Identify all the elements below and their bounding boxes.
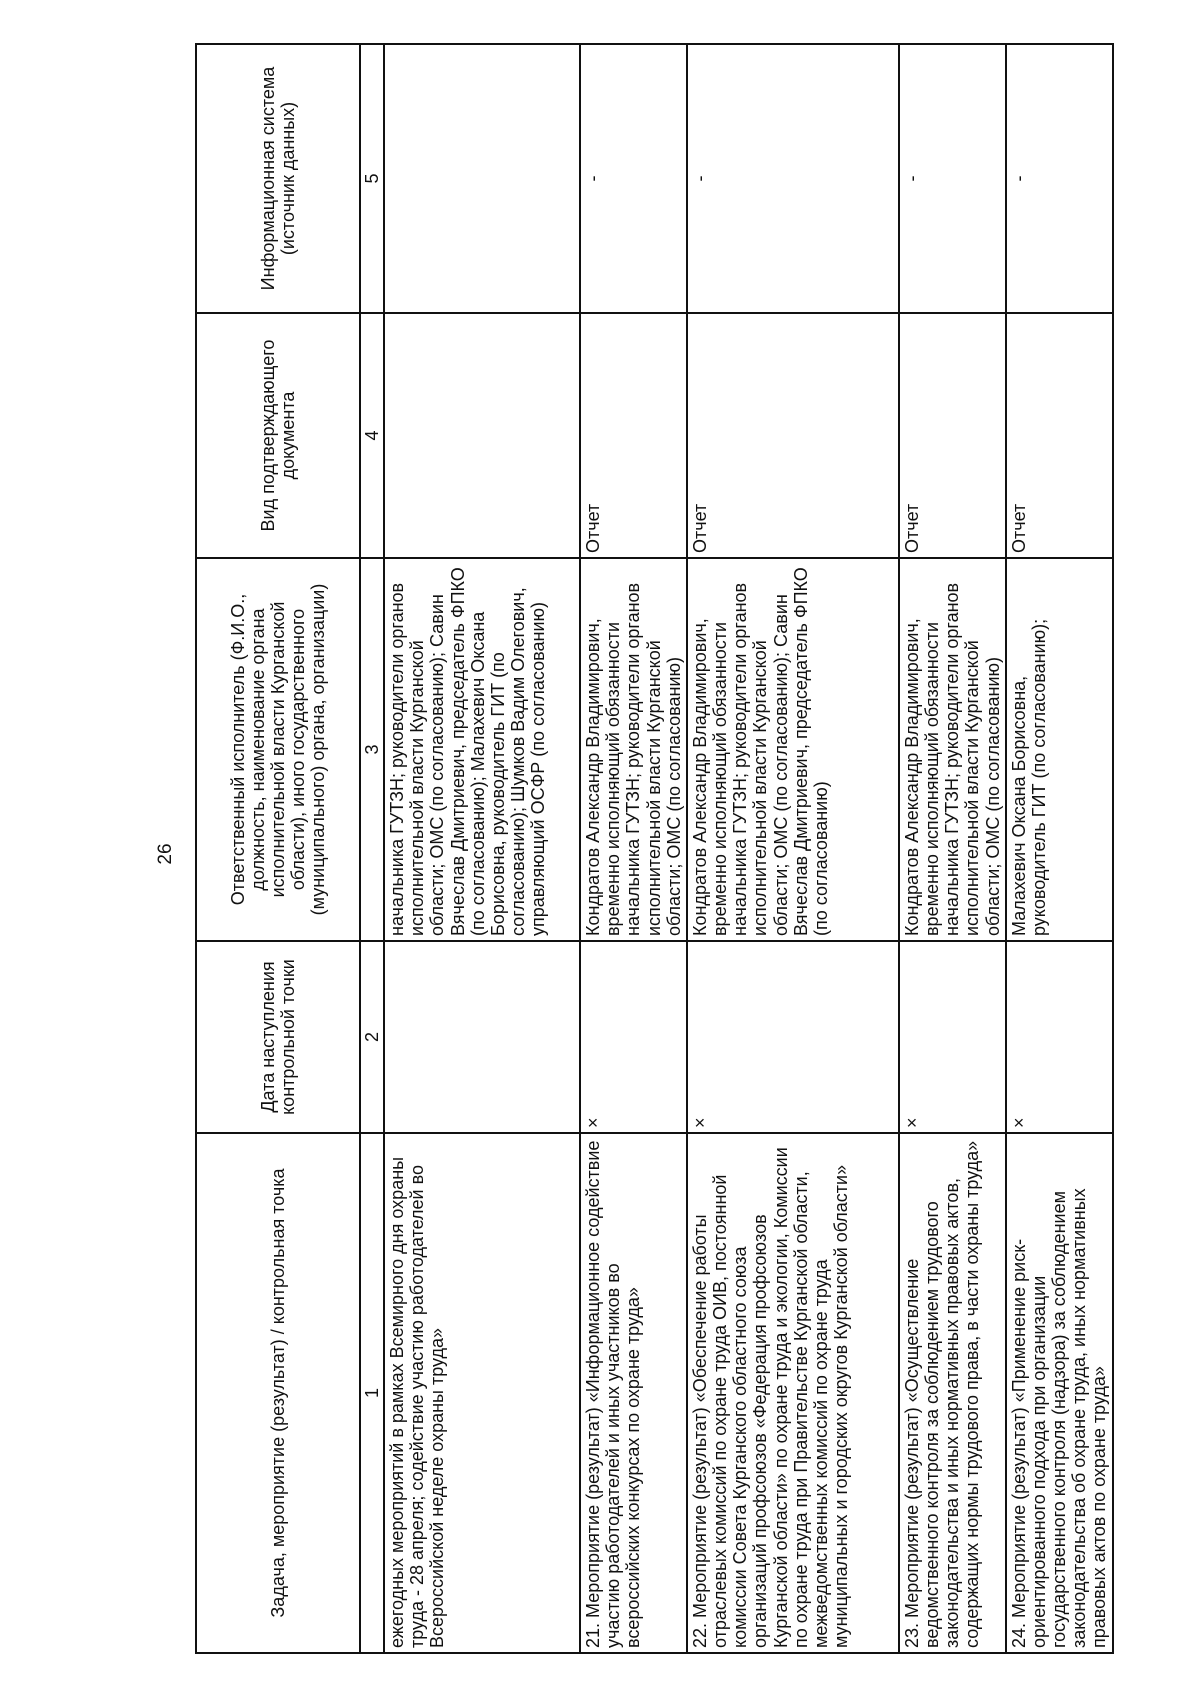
executor-cell: Кондратов Александр Владимирович, временно исполняющий обязанности начальника ГУТЗН; руководители органов исполнительной власти Курганской области; ОМС (по согласованию) [580,558,687,941]
task-cell: 22. Мероприятие (результат) «Обеспечение работы отраслевых комиссий по охране труда ОИВ, постоянной комиссии Совета Курганского областного союза организаций профсоюзов «Федерация профсоюзов Курганской области» по охране труда и экологии, Комиссии по охране труда при Правительстве Курганской области, межведомственных комиссий по охране труда муниципальных и городских округов Курганской области» [687,1133,899,1653]
header-task: Задача, мероприятие (результат) / контрольная точка [196,1133,360,1653]
date-cell [384,941,580,1133]
document-cell: Отчет [1006,313,1113,558]
table-row [899,44,1006,1653]
document-cell: Отчет [580,313,687,558]
column-number: 3 [360,558,384,941]
table-row [687,44,899,1653]
column-number: 1 [360,1133,384,1653]
document-cell: Отчет [687,313,899,558]
task-cell: 23. Мероприятие (результат) «Осуществление ведомственного контроля за соблюдением трудового законодательства и иных нормативных правовых актов, содержащих нормы трудового права, в части охраны труда» [899,1133,1006,1653]
table-row [580,44,687,1653]
task-cell: 24. Мероприятие (результат) «Применение риск-ориентированного подхода при организации государственного контроля (надзора) за соблюдением законодательства об охране труда, иных нормативных правовых актов по охране труда» [1006,1133,1113,1653]
header-row [196,44,360,1653]
executor-cell: Малахевич Оксана Борисовна, руководитель ГИТ (по согласованию); [1006,558,1113,941]
task-cell: 21. Мероприятие (результат) «Информационное содействие участию работодателей и иных участников во всероссийских конкурсах по охране труда» [580,1133,687,1653]
table-row [384,44,580,1653]
executor-cell: Кондратов Александр Владимирович, временно исполняющий обязанности начальника ГУТЗН; руководители органов исполнительной власти Курганской области; ОМС (по согласованию) [899,558,1006,941]
executor-cell: начальника ГУТЗН; руководители органов исполнительной власти Курганской области; ОМС (по согласованию); Савин Вячеслав Дмитриевич, председатель ФПКО (по согласованию); Малахевич Оксана Борисовна, руководитель ГИТ (по согласованию); Шумков Вадим Олегович, управляющий ОСФР (по согласованию) [384,558,580,941]
column-number: 5 [360,44,384,313]
page-number: 26 [155,843,176,865]
executor-cell: Кондратов Александр Владимирович, временно исполняющий обязанности начальника ГУТЗН; руководители органов исполнительной власти Курганской области; ОМС (по согласованию); Савин Вячеслав Дмитриевич, председатель ФПКО (по согласованию) [687,558,899,941]
system-cell: - [687,44,899,313]
header-date: Дата наступления контрольной точки [196,941,360,1133]
header-executor: Ответственный исполнитель (Ф.И.О., должность, наименование органа исполнительной власти Курганской области), иного государственного (муниципального) органа, организации) [196,558,360,941]
plan-table [195,43,1114,1654]
task-cell: ежегодных мероприятий в рамках Всемирного дня охраны труда - 28 апреля; содействие участию работодателей во Всероссийской неделе охраны труда» [384,1133,580,1653]
header-document: Вид подтверждающего документа [196,313,360,558]
column-number: 2 [360,941,384,1133]
document-cell [384,313,580,558]
document-cell: Отчет [899,313,1006,558]
date-cell: × [1006,941,1113,1133]
date-cell: × [580,941,687,1133]
system-cell: - [899,44,1006,313]
system-cell: - [580,44,687,313]
system-cell [384,44,580,313]
column-number-row [360,44,384,1653]
system-cell: - [1006,44,1113,313]
column-number: 4 [360,313,384,558]
date-cell: × [899,941,1006,1133]
header-system: Информационная система (источник данных) [196,44,360,313]
table-row [1006,44,1113,1653]
date-cell: × [687,941,899,1133]
